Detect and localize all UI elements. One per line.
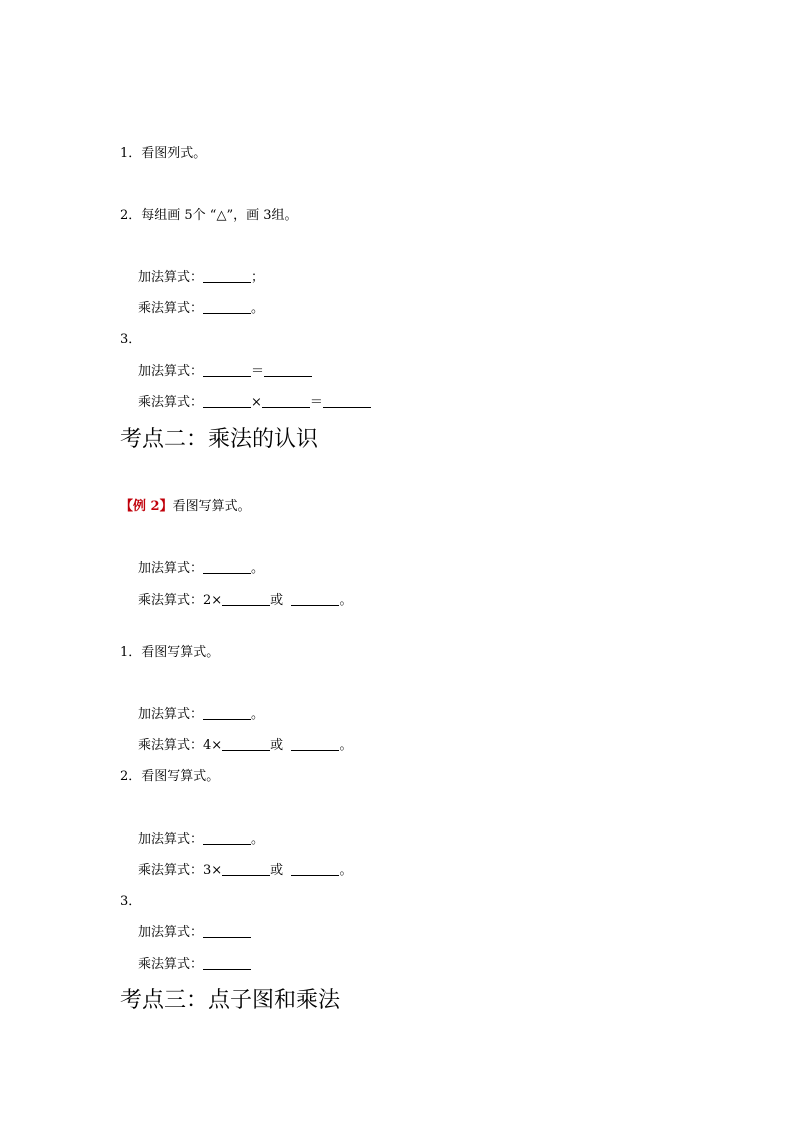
question-2b: 2．看图写算式。: [120, 769, 220, 784]
or-word: 或: [270, 863, 284, 878]
example-addition-row: [138, 561, 264, 577]
equals-sign: ＝: [251, 364, 265, 379]
q3-addition-row: [138, 364, 312, 380]
example-2: [120, 499, 251, 515]
answer-blank[interactable]: [323, 395, 371, 408]
punctuation: 。: [339, 863, 353, 878]
answer-blank[interactable]: [291, 738, 339, 751]
equals-sign: ＝: [309, 395, 323, 410]
answer-blank[interactable]: [264, 364, 312, 377]
question-2: 2．每组画 5个 “△”，画 3组。: [120, 208, 298, 223]
or-word: 或: [270, 593, 284, 608]
multiplication-label: 乘法算式：4×: [138, 738, 223, 753]
q2-multiplication-row: [138, 301, 264, 317]
answer-blank[interactable]: [203, 832, 251, 845]
question-1: 1．看图列式。: [120, 146, 207, 161]
section-heading-3: 考点三：点子图和乘法: [120, 988, 341, 1013]
multiplication-label: 乘法算式：3×: [138, 863, 223, 878]
punctuation: 。: [251, 832, 265, 847]
addition-label: 加法算式：: [138, 707, 204, 722]
times-sign: ×: [251, 395, 262, 410]
multiplication-label: 乘法算式：: [138, 957, 204, 972]
answer-blank[interactable]: [291, 593, 339, 606]
q1b-addition-row: [138, 707, 264, 723]
punctuation: 。: [339, 593, 353, 608]
addition-label: 加法算式：: [138, 561, 204, 576]
q2-addition-row: [138, 270, 264, 286]
answer-blank[interactable]: [291, 863, 339, 876]
q2b-addition-row: [138, 832, 264, 848]
punctuation: 。: [251, 301, 265, 316]
example-text: 看图写算式。: [172, 499, 251, 514]
q3b-addition-row: [138, 925, 251, 941]
question-1b: 1．看图写算式。: [120, 645, 220, 660]
punctuation: ；: [251, 270, 265, 285]
q3-multiplication-row: [138, 395, 371, 411]
answer-blank[interactable]: [203, 301, 251, 314]
q2b-multiplication-row: [138, 863, 352, 879]
section-heading-2: 考点二：乘法的认识: [120, 427, 319, 452]
answer-blank[interactable]: [203, 707, 251, 720]
q1b-multiplication-row: [138, 738, 352, 754]
multiplication-label: 乘法算式：: [138, 301, 204, 316]
answer-blank[interactable]: [203, 957, 251, 970]
answer-blank[interactable]: [203, 270, 251, 283]
addition-label: 加法算式：: [138, 364, 204, 379]
or-word: 或: [270, 738, 284, 753]
punctuation: 。: [251, 561, 265, 576]
addition-label: 加法算式：: [138, 832, 204, 847]
punctuation: 。: [339, 738, 353, 753]
answer-blank[interactable]: [203, 925, 251, 938]
punctuation: 。: [251, 707, 265, 722]
addition-label: 加法算式：: [138, 925, 204, 940]
example-multiplication-row: [138, 593, 352, 609]
answer-blank[interactable]: [262, 395, 310, 408]
example-label: 【例 2】: [120, 499, 173, 514]
answer-blank[interactable]: [203, 364, 251, 377]
answer-blank[interactable]: [203, 561, 251, 574]
answer-blank[interactable]: [222, 863, 270, 876]
multiplication-label: 乘法算式：2×: [138, 593, 223, 608]
question-3b: 3．: [120, 894, 142, 909]
multiplication-label: 乘法算式：: [138, 395, 204, 410]
addition-label: 加法算式：: [138, 270, 204, 285]
answer-blank[interactable]: [203, 395, 251, 408]
answer-blank[interactable]: [222, 593, 270, 606]
q3b-multiplication-row: [138, 957, 251, 973]
answer-blank[interactable]: [222, 738, 270, 751]
question-3: 3．: [120, 332, 142, 347]
